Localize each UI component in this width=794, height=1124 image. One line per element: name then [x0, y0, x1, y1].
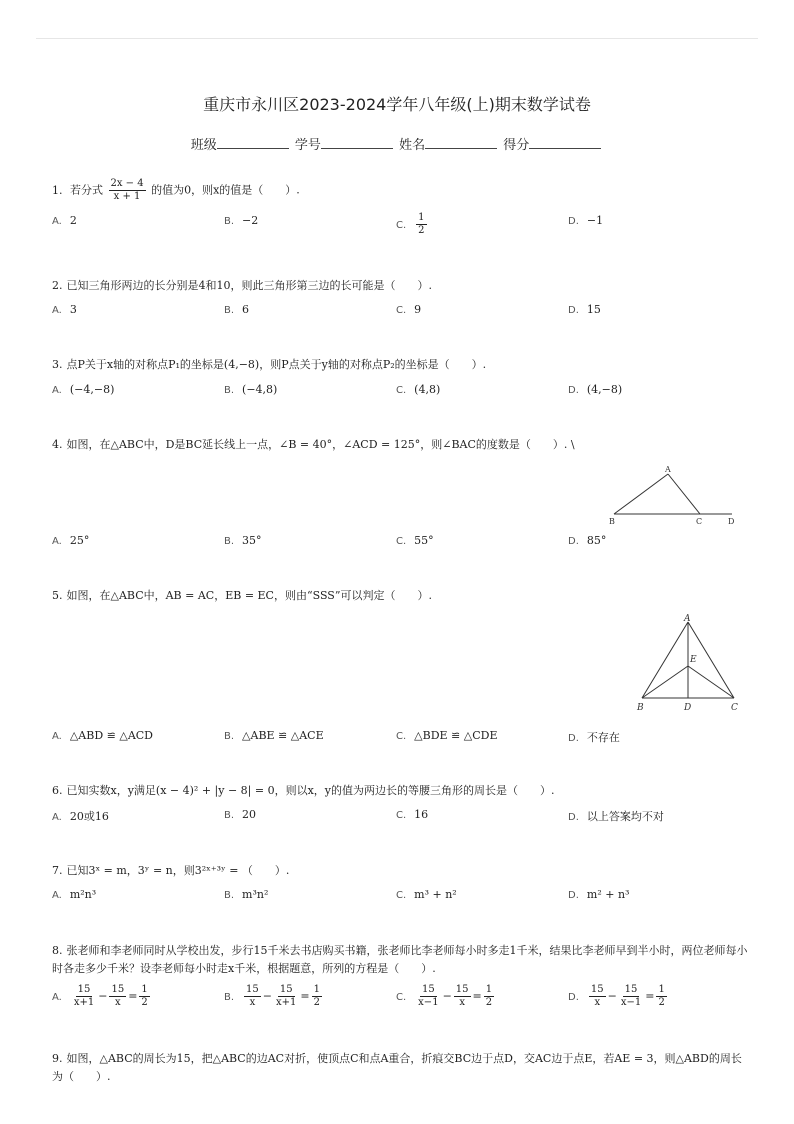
- option-c[interactable]: C. 9: [396, 303, 422, 316]
- question-9: 9. 如图，△ABC的周长为15，把△ABC的边AC对折，使顶点C和点A重合，折痕交BC边于点D，交AC边于点E，若AE = 3，则△ABD的周长为（ ）.: [52, 1052, 742, 1083]
- label-d: D: [684, 703, 692, 713]
- option-b[interactable]: B. △ABE ≌ △ACE: [224, 729, 324, 742]
- question-5: 5. 如图，在△ABC中，AB = AC，EB = EC，则由“SSS”可以判定（ ）.: [52, 589, 432, 602]
- option-c[interactable]: C. m³ + n²: [396, 888, 457, 901]
- option-d[interactable]: D. 85°: [568, 534, 607, 547]
- question-4: 4. 如图，在△ABC中，D是BC延长线上一点，∠B = 40°，∠ACD = 125°，则∠BAC的度数是（ ）. \: [52, 438, 575, 451]
- option-a[interactable]: A. 3: [52, 303, 77, 316]
- options-q6: [52, 808, 752, 830]
- option-b[interactable]: B. 20: [224, 808, 257, 821]
- triangle-figure-q4: [604, 462, 744, 528]
- triangle-figure-q5: [632, 612, 744, 718]
- option-b[interactable]: B. m³n²: [224, 888, 269, 901]
- option-a[interactable]: A. 20或16: [52, 810, 109, 823]
- option-d[interactable]: D. (4,−8): [568, 383, 623, 396]
- option-d[interactable]: D. −1: [568, 214, 604, 227]
- option-a[interactable]: A. $\frac{15}{x+1}$ − $\frac{15}{x}$ = $\frac{1}{2}$: [52, 984, 148, 1008]
- info-student-id: 学号: [295, 134, 395, 153]
- question-7: 7. 已知3ˣ = m，3ʸ = n，则3²ˣ⁺³ʸ = （ ）.: [52, 864, 290, 877]
- option-b[interactable]: B. −2: [224, 214, 259, 227]
- option-a[interactable]: A. 2: [52, 214, 77, 227]
- option-b[interactable]: B. 35°: [224, 534, 262, 547]
- label-c: C: [696, 517, 703, 526]
- label-c: C: [731, 703, 738, 713]
- question-6: 6. 已知实数x，y满足(x − 4)² + |y − 8| = 0，则以x，y的值为两边长的等腰三角形的周长是（ ）.: [52, 784, 555, 797]
- label-a: A: [684, 614, 691, 624]
- question-8: 8. 张老师和李老师同时从学校出发，步行15千米去书店购买书籍，张老师比李老师每小时多走1千米，结果比李老师早到半小时，两位老师每小时各走多少千米？设李老师每小时走x千米，根据题意，所列的方程是（ ）.: [52, 944, 748, 975]
- option-b[interactable]: B. $\frac{15}{x}$ − $\frac{15}{x+1}$ = $\frac{1}{2}$: [224, 984, 320, 1008]
- options-q7: [52, 888, 752, 910]
- info-score: 得分: [503, 134, 603, 153]
- label-e: E: [690, 655, 697, 665]
- label-d: D: [728, 517, 735, 526]
- option-a[interactable]: A. (−4,−8): [52, 383, 115, 396]
- options-q4: [52, 534, 752, 556]
- options-q8: [52, 984, 752, 1016]
- label-b: B: [637, 703, 644, 713]
- option-c[interactable]: C. 16: [396, 808, 429, 821]
- options-q5: [52, 729, 752, 751]
- option-c[interactable]: C. $\frac{1}{2}$: [396, 212, 425, 236]
- option-c[interactable]: C. △BDE ≌ △CDE: [396, 729, 498, 742]
- page-title: 重庆市永川区2023-2024学年八年级(上)期末数学试卷: [203, 95, 591, 114]
- info-class: 班级: [191, 134, 291, 153]
- question-2: 2. 已知三角形两边的长分别是4和10，则此三角形第三边的长可能是（ ）.: [52, 279, 432, 292]
- option-d[interactable]: D. 不存在: [568, 731, 620, 744]
- option-c[interactable]: C. $\frac{15}{x-1}$ − $\frac{15}{x}$ = $\frac{1}{2}$: [396, 984, 493, 1008]
- options-q3: [52, 383, 752, 405]
- option-d[interactable]: D. $\frac{15}{x}$ − $\frac{15}{x-1}$ = $\frac{1}{2}$: [568, 984, 665, 1008]
- student-info-line: [0, 134, 794, 153]
- question-1: 1. 若分式 $\frac{2x - 4}{x + 1}$ 的值为0，则x的值是（ ）.: [52, 178, 300, 202]
- options-q1: [52, 214, 752, 236]
- option-a[interactable]: A. △ABD ≌ △ACD: [52, 729, 153, 742]
- info-name: 姓名: [399, 134, 499, 153]
- fraction: $\frac{2x - 4}{x + 1}$: [110, 178, 144, 202]
- options-q2: [52, 303, 752, 325]
- question-3: 3. 点P关于x轴的对称点P₁的坐标是(4,−8)，则P点关于y轴的对称点P₂的坐标是（ ）.: [52, 358, 487, 371]
- label-a: A: [665, 465, 671, 474]
- option-d[interactable]: D. 以上答案均不对: [568, 810, 664, 823]
- option-b[interactable]: B. 6: [224, 303, 250, 316]
- header-rule: [36, 38, 758, 39]
- option-a[interactable]: A. 25°: [52, 534, 90, 547]
- label-b: B: [609, 517, 615, 526]
- option-d[interactable]: D. 15: [568, 303, 601, 316]
- option-c[interactable]: C. (4,8): [396, 383, 441, 396]
- option-a[interactable]: A. m²n³: [52, 888, 97, 901]
- option-c[interactable]: C. 55°: [396, 534, 434, 547]
- option-d[interactable]: D. m² + n³: [568, 888, 630, 901]
- option-b[interactable]: B. (−4,8): [224, 383, 278, 396]
